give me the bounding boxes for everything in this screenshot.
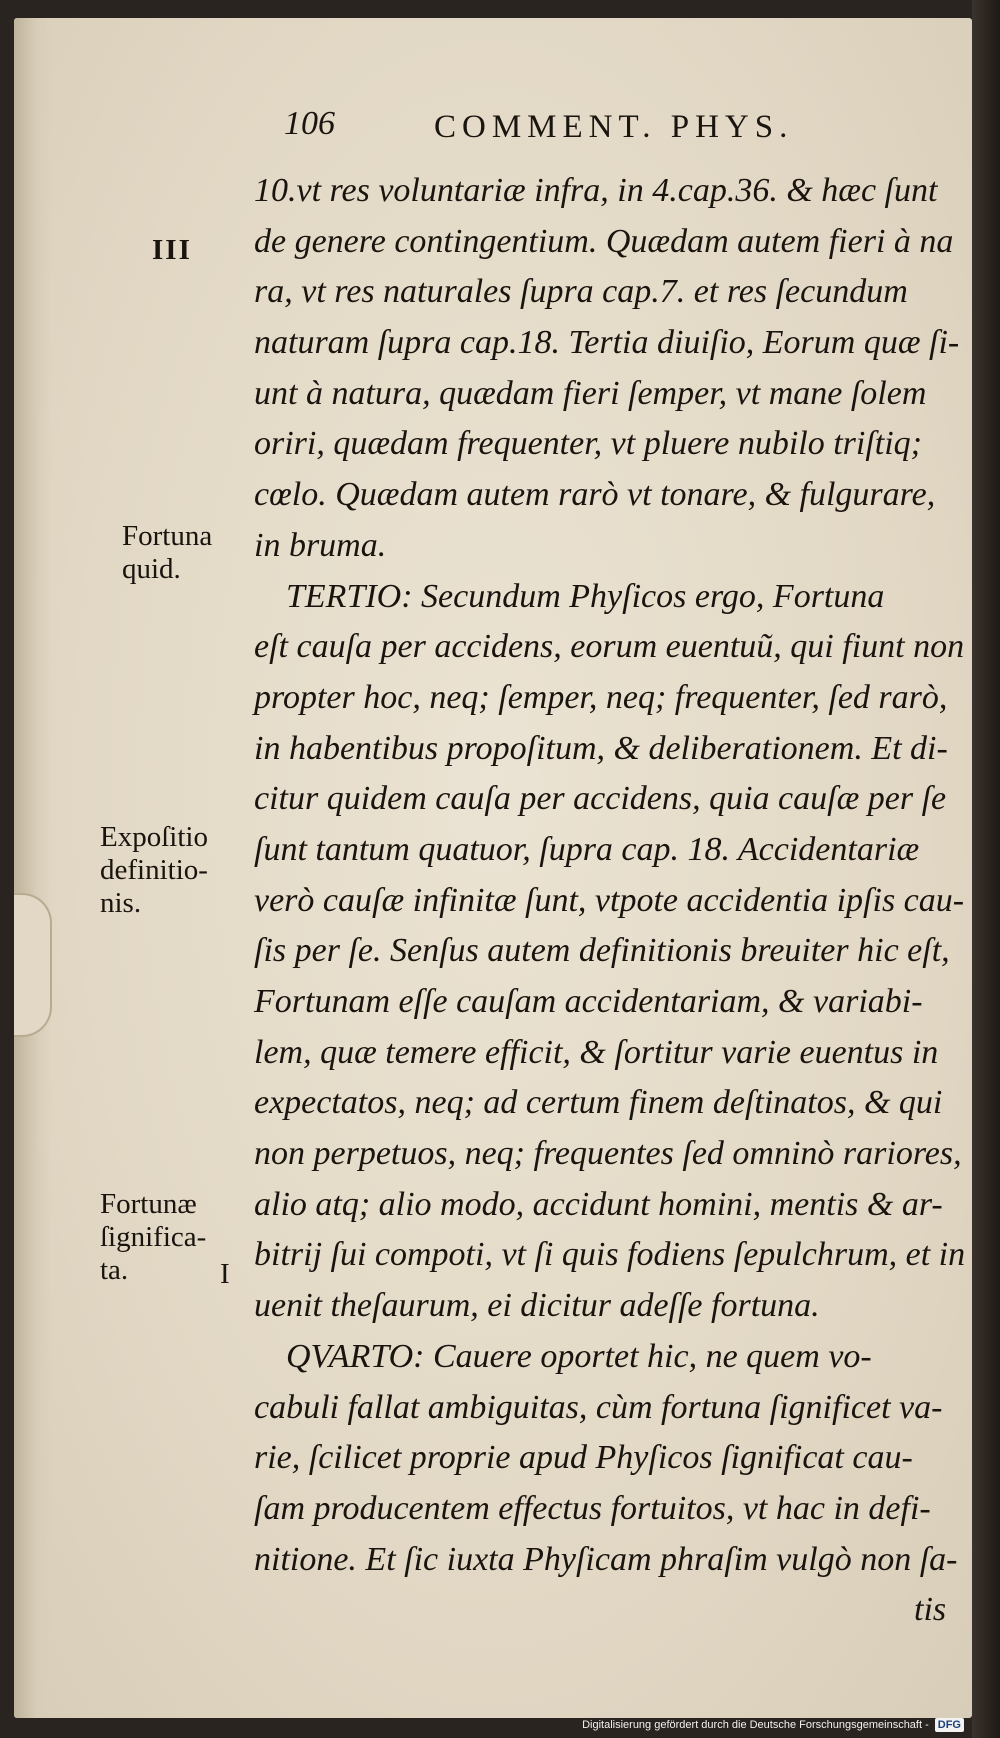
margin-note-expositio-3: nis. [100, 887, 142, 919]
margin-note-roman-three: III [152, 234, 192, 266]
body-text [254, 166, 972, 1636]
folio-number: 106 [284, 105, 335, 142]
margin-note-fortunae-2: ſignifica- [100, 1221, 207, 1253]
dfg-logo: DFG [935, 1718, 964, 1732]
scan-edge [972, 0, 1000, 1738]
margin-note-fortunae-3: ta. [100, 1254, 129, 1286]
text-line: cœlo. Quædam autem rarò vt tonare, & fulgurare, [254, 476, 936, 514]
text-line: expectatos, neq; ad certum finem deſtinatos, & qui [254, 1084, 943, 1122]
text-line: rie, ſcilicet proprie apud Phyſicos ſignificat cau- [254, 1439, 913, 1477]
margin-note-expositio-2: definitio- [100, 854, 208, 886]
text-line: TERTIO: Secundum Phyſicos ergo, Fortuna [286, 577, 885, 615]
text-line: ſunt tantum quatuor, ſupra cap. 18. Accidentariæ [254, 830, 920, 868]
text-line: eſt cauſa per accidens, eorum euentuũ, qui fiunt non [254, 628, 965, 666]
footer-credit-text: Digitalisierung gefördert durch die Deutsche Forschungsgemeinschaft - [582, 1719, 929, 1731]
text-line: citur quidem cauſa per accidens, quia cauſæ per ſe [254, 780, 947, 818]
text-line: in bruma. [254, 526, 387, 564]
text-line: Fortunam eſſe cauſam accidentariam, & variabi- [254, 983, 923, 1020]
text-line: de genere contingentium. Quædam autem fieri à na [254, 222, 954, 260]
text-line: in habentibus propoſitum, & deliberationem. Et di- [254, 729, 948, 767]
page-header [284, 105, 904, 155]
text-line: unt à natura, quædam fieri ſemper, vt mane ſolem [254, 374, 927, 412]
text-line: bitrij ſui compoti, vt ſi quis fodiens ſepulchrum, et in [254, 1236, 966, 1274]
text-line: tis [914, 1591, 947, 1629]
margin-notes [14, 18, 274, 1718]
margin-note-fortunae-1: Fortunæ [100, 1188, 197, 1220]
text-line: verò cauſæ infinitæ ſunt, vtpote accidentia ipſis cau- [254, 881, 965, 919]
book-page [14, 18, 972, 1718]
text-line: propter hoc, neq; ſemper, neq; frequenter, ſed rarò, [254, 678, 948, 716]
running-head: COMMENT. PHYS. [434, 109, 794, 145]
text-line: naturam ſupra cap.18. Tertia diuiſio, Eorum quæ ſi- [254, 324, 960, 362]
text-line: 10.vt res voluntariæ infra, in 4.cap.36. & hæc ſunt [254, 172, 938, 209]
text-line: ra, vt res naturales ſupra cap.7. et res ſecundum [254, 273, 908, 311]
footer-credit [582, 1718, 964, 1732]
margin-note-expositio-1: Expoſitio [100, 821, 208, 853]
margin-note-fortuna-quid-1: Fortuna [122, 520, 213, 552]
text-line: cabuli fallat ambiguitas, cùm fortuna ſignificet va- [254, 1388, 943, 1426]
text-line: nitione. Et ſic iuxta Phyſicam phraſim vulgò non ſa- [254, 1540, 958, 1578]
margin-note-fortuna-quid-2: quid. [122, 553, 181, 585]
margin-note-numeral-one: I [220, 1258, 230, 1290]
text-line: alio atq; alio modo, accidunt homini, mentis & ar- [254, 1185, 943, 1223]
text-line: uenit theſaurum, ei dicitur adeſſe fortuna. [254, 1287, 820, 1325]
text-line: lem, quæ temere efficit, & ſortitur varie euentus in [254, 1033, 939, 1071]
text-line: ſam producentem effectus fortuitos, vt hac in defi- [254, 1489, 931, 1527]
text-line: ſis per ſe. Senſus autem definitionis breuiter hic eſt, [254, 932, 950, 970]
text-line: oriri, quædam frequenter, vt pluere nubilo triſtiq; [254, 425, 922, 463]
text-line: non perpetuos, neq; frequentes ſed omninò rariores, [254, 1135, 962, 1173]
text-line: QVARTO: Cauere oportet hic, ne quem vo- [286, 1337, 872, 1375]
